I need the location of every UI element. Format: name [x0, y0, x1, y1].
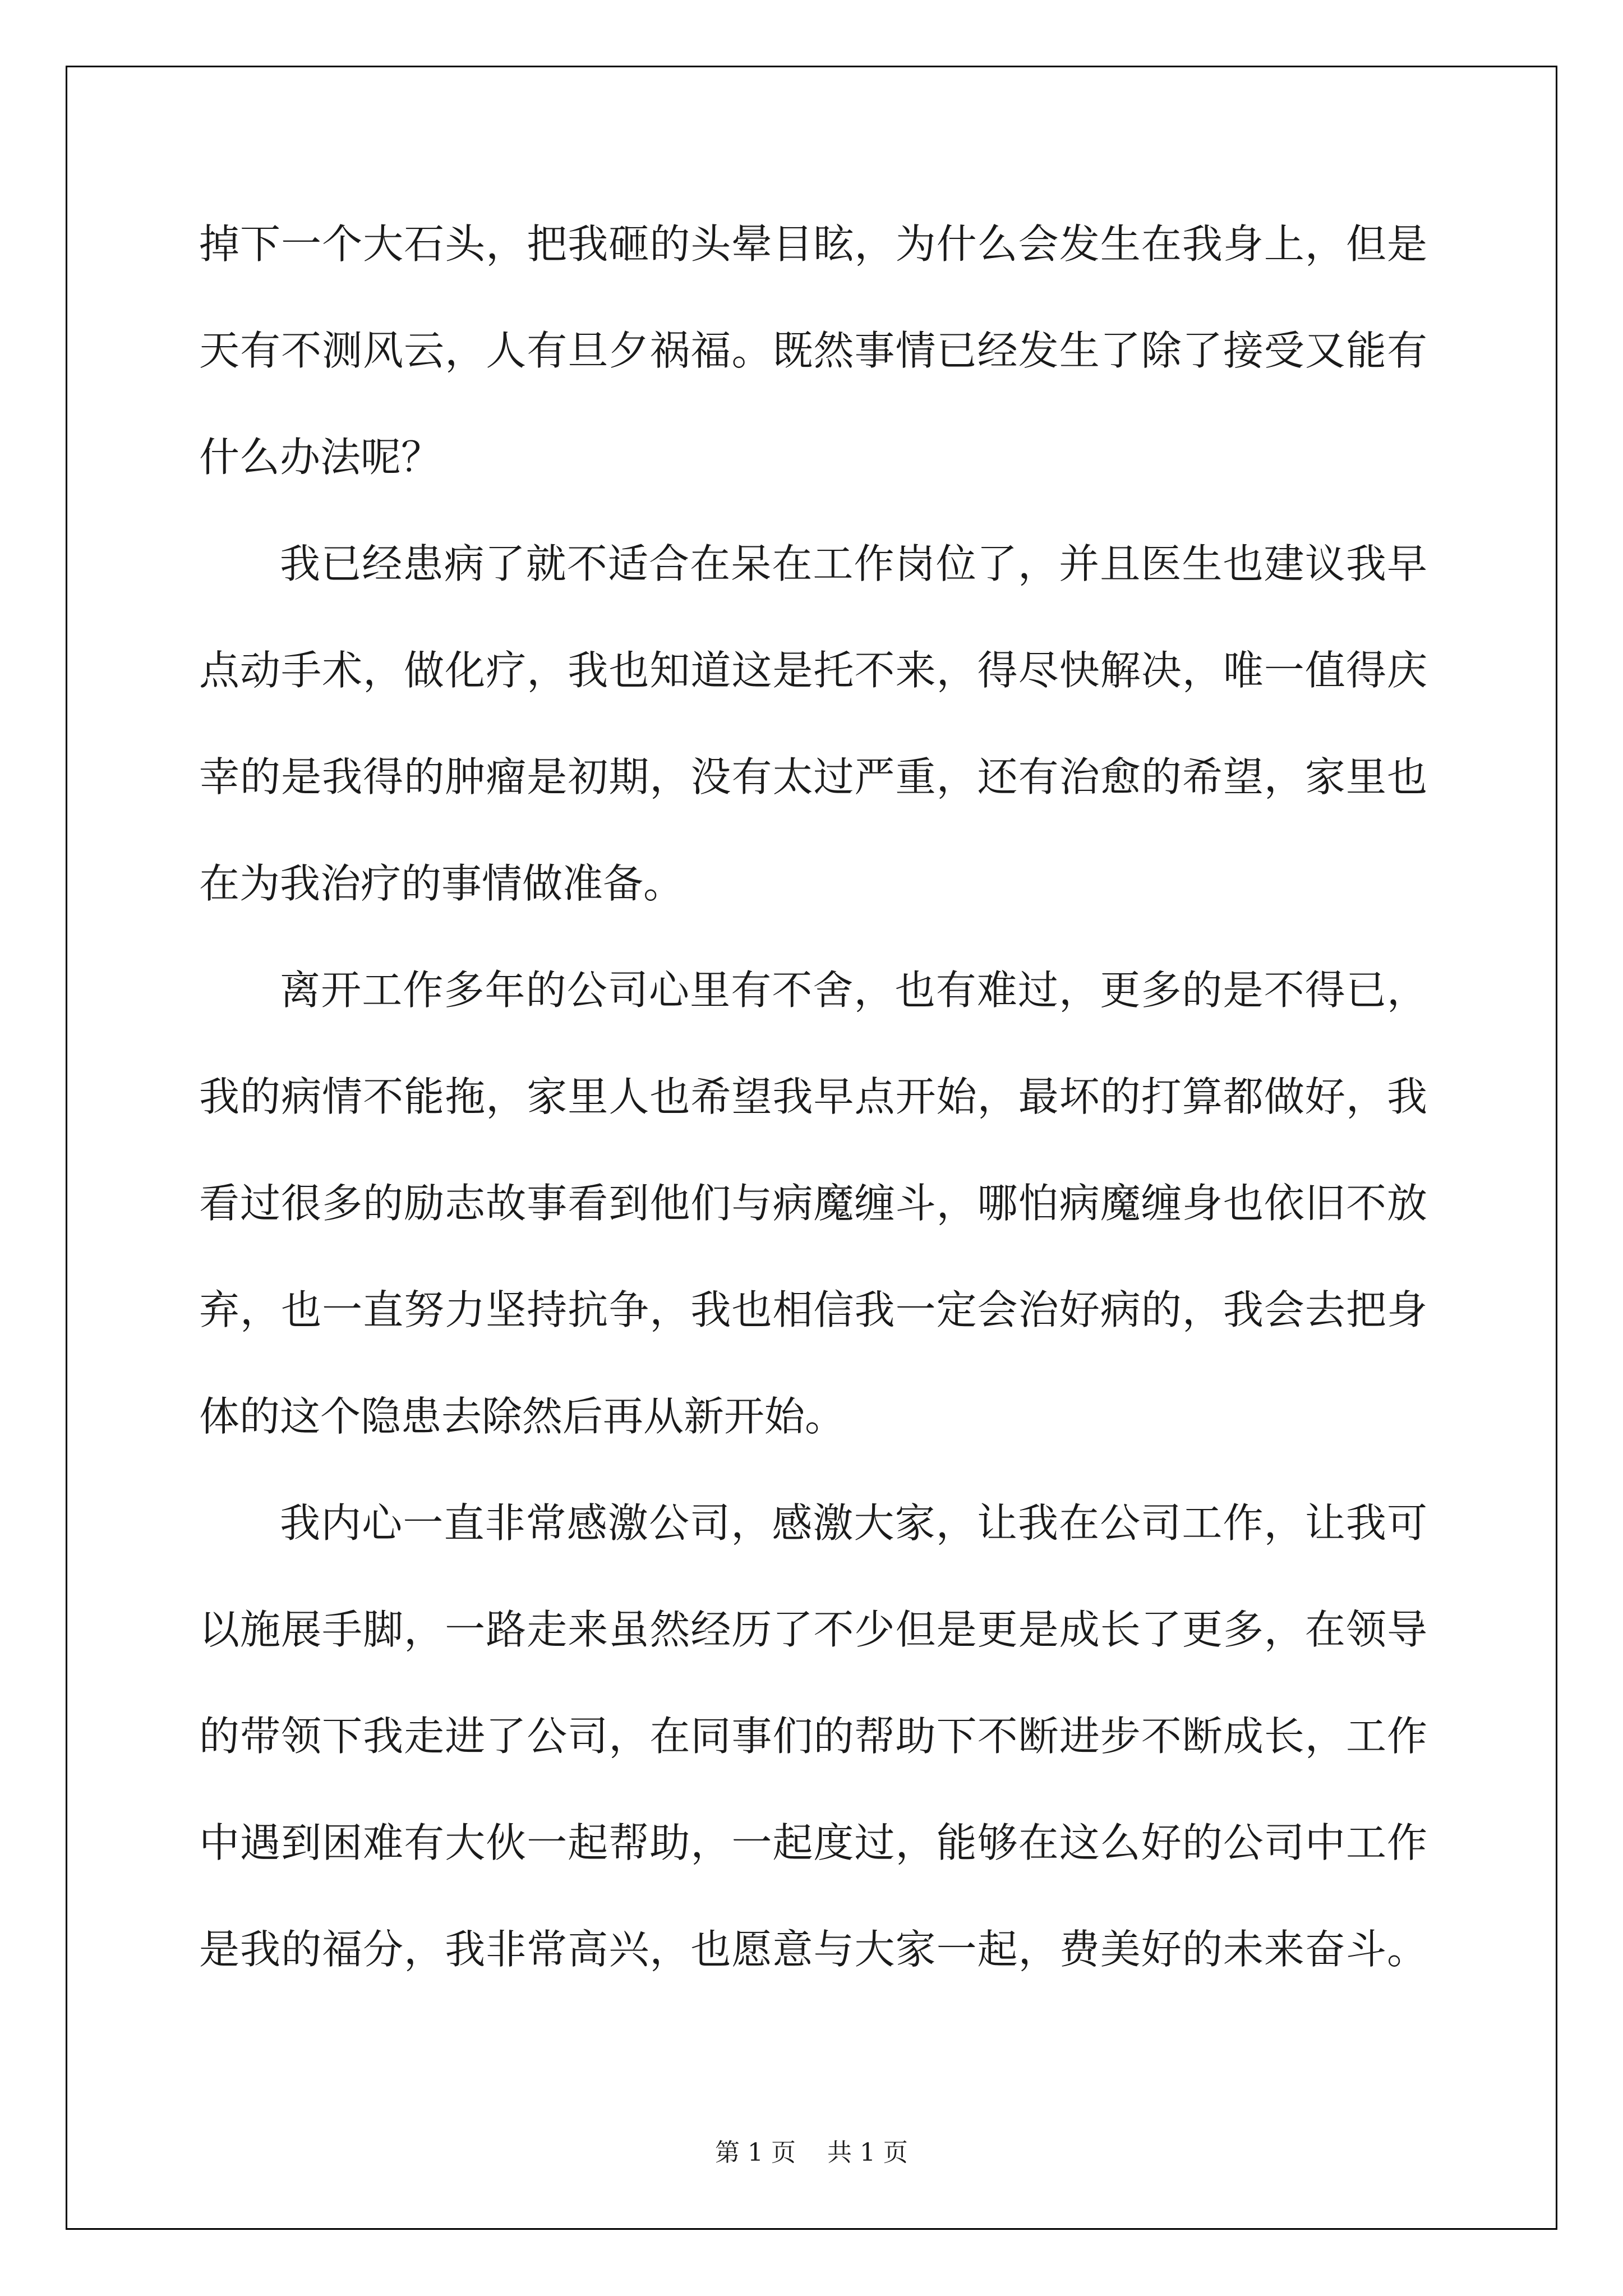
text-line: 在为我治疗的事情做准备。: [199, 860, 684, 907]
text-line: 点动手术，做化疗，我也知道这是托不来，得尽快解决，唯一值得庆: [199, 647, 1427, 694]
text-line: 掉下一个大石头，把我砸的头晕目眩，为什么会发生在我身上，但是: [199, 220, 1427, 268]
text-line: 弃，也一直努力坚持抗争，我也相信我一定会治好病的，我会去把身: [199, 1286, 1427, 1333]
page-border: [66, 66, 1557, 2230]
text-line: 以施展手脚，一路走来虽然经历了不少但是更是成长了更多，在领导: [199, 1606, 1427, 1653]
text-line: 离开工作多年的公司心里有不舍，也有难过，更多的是不得已，: [280, 967, 1427, 1014]
text-line: 是我的福分，我非常高兴，也愿意与大家一起，费美好的未来奋斗。: [199, 1926, 1427, 1973]
text-line: 天有不测风云，人有旦夕祸福。既然事情已经发生了除了接受又能有: [199, 327, 1427, 374]
text-line: 什么办法呢？: [199, 434, 442, 481]
text-line: 我内心一直非常感激公司，感激大家，让我在公司工作，让我可: [280, 1499, 1427, 1547]
text-line: 看过很多的励志故事看到他们与病魔缠斗，哪怕病魔缠身也依旧不放: [199, 1180, 1427, 1227]
page-number-footer: 第 1 页 共 1 页: [715, 2138, 908, 2167]
text-line: 我已经患病了就不适合在呆在工作岗位了，并且医生也建议我早: [280, 540, 1427, 587]
text-line: 的带领下我走进了公司，在同事们的帮助下不断进步不断成长，工作: [199, 1713, 1427, 1760]
text-line: 幸的是我得的肿瘤是初期，没有太过严重，还有治愈的希望，家里也: [199, 753, 1427, 800]
text-line: 我的病情不能拖，家里人也希望我早点开始，最坏的打算都做好，我: [199, 1073, 1427, 1120]
text-line: 体的这个隐患去除然后再从新开始。: [199, 1393, 846, 1440]
text-line: 中遇到困难有大伙一起帮助，一起度过，能够在这么好的公司中工作: [199, 1819, 1427, 1866]
